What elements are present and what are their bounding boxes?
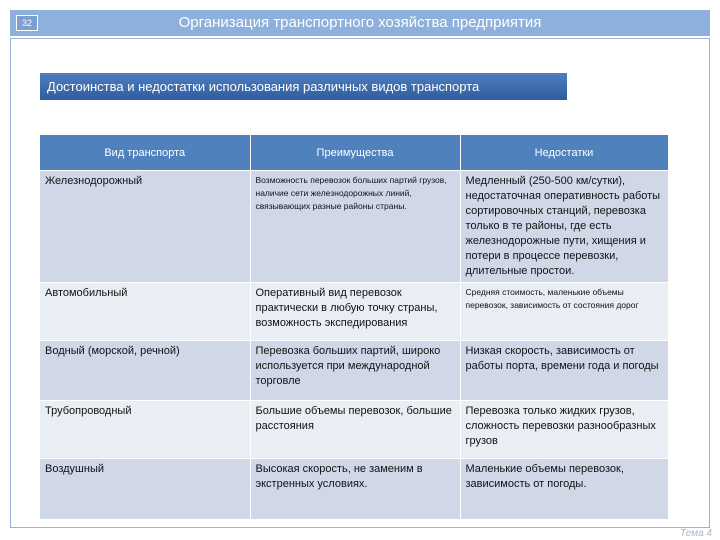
cell-advantages: Высокая скорость, не заменим в экстренных условиях. bbox=[250, 459, 460, 519]
table-row bbox=[40, 171, 668, 283]
cell-advantages: Возможность перевозок больших партий грузов, наличие сети железнодорожных линий, связывающих разные районы страны. bbox=[250, 171, 460, 283]
cell-advantages: Большие объемы перевозок, большие расстояния bbox=[250, 401, 460, 459]
header-type: Вид транспорта bbox=[40, 135, 250, 171]
table-row bbox=[40, 283, 668, 341]
table-row bbox=[40, 341, 668, 401]
cell-type: Железнодорожный bbox=[40, 171, 250, 283]
cell-disadvantages: Маленькие объемы перевозок, зависимость от погоды. bbox=[460, 459, 668, 519]
cell-advantages: Перевозка больших партий, широко используется при международной торговле bbox=[250, 341, 460, 401]
header-disadvantages: Недостатки bbox=[460, 135, 668, 171]
table-header bbox=[40, 135, 668, 171]
cell-disadvantages: Средняя стоимость, маленькие объемы перевозок, зависимость от состояния дорог bbox=[460, 283, 668, 341]
cell-disadvantages: Низкая скорость, зависимость от работы порта, времени года и погоды bbox=[460, 341, 668, 401]
header-advantages: Преимущества bbox=[250, 135, 460, 171]
cell-disadvantages: Медленный (250-500 км/сутки), недостаточная оперативность работы сортировочных станций, перевозка только в те районы, где есть железнодорожные пути, хищения и потери в процессе перевозки, длительные простои. bbox=[460, 171, 668, 283]
cell-type: Воздушный bbox=[40, 459, 250, 519]
slide-number: 32 bbox=[16, 15, 38, 31]
title-bar bbox=[10, 10, 710, 36]
cell-type: Водный (морской, речной) bbox=[40, 341, 250, 401]
transport-table bbox=[40, 135, 669, 519]
cell-advantages: Оперативный вид перевозок практически в любую точку страны, возможность экспедирования bbox=[250, 283, 460, 341]
cell-type: Трубопроводный bbox=[40, 401, 250, 459]
section-heading: Достоинства и недостатки использования различных видов транспорта bbox=[40, 73, 567, 100]
slide-title: Организация транспортного хозяйства предприятия bbox=[178, 14, 542, 31]
table-row bbox=[40, 401, 668, 459]
cell-type: Автомобильный bbox=[40, 283, 250, 341]
footer-topic: Тема 4 bbox=[680, 528, 712, 539]
table-row bbox=[40, 459, 668, 519]
cell-disadvantages: Перевозка только жидких грузов, сложность перевозки разнообразных грузов bbox=[460, 401, 668, 459]
